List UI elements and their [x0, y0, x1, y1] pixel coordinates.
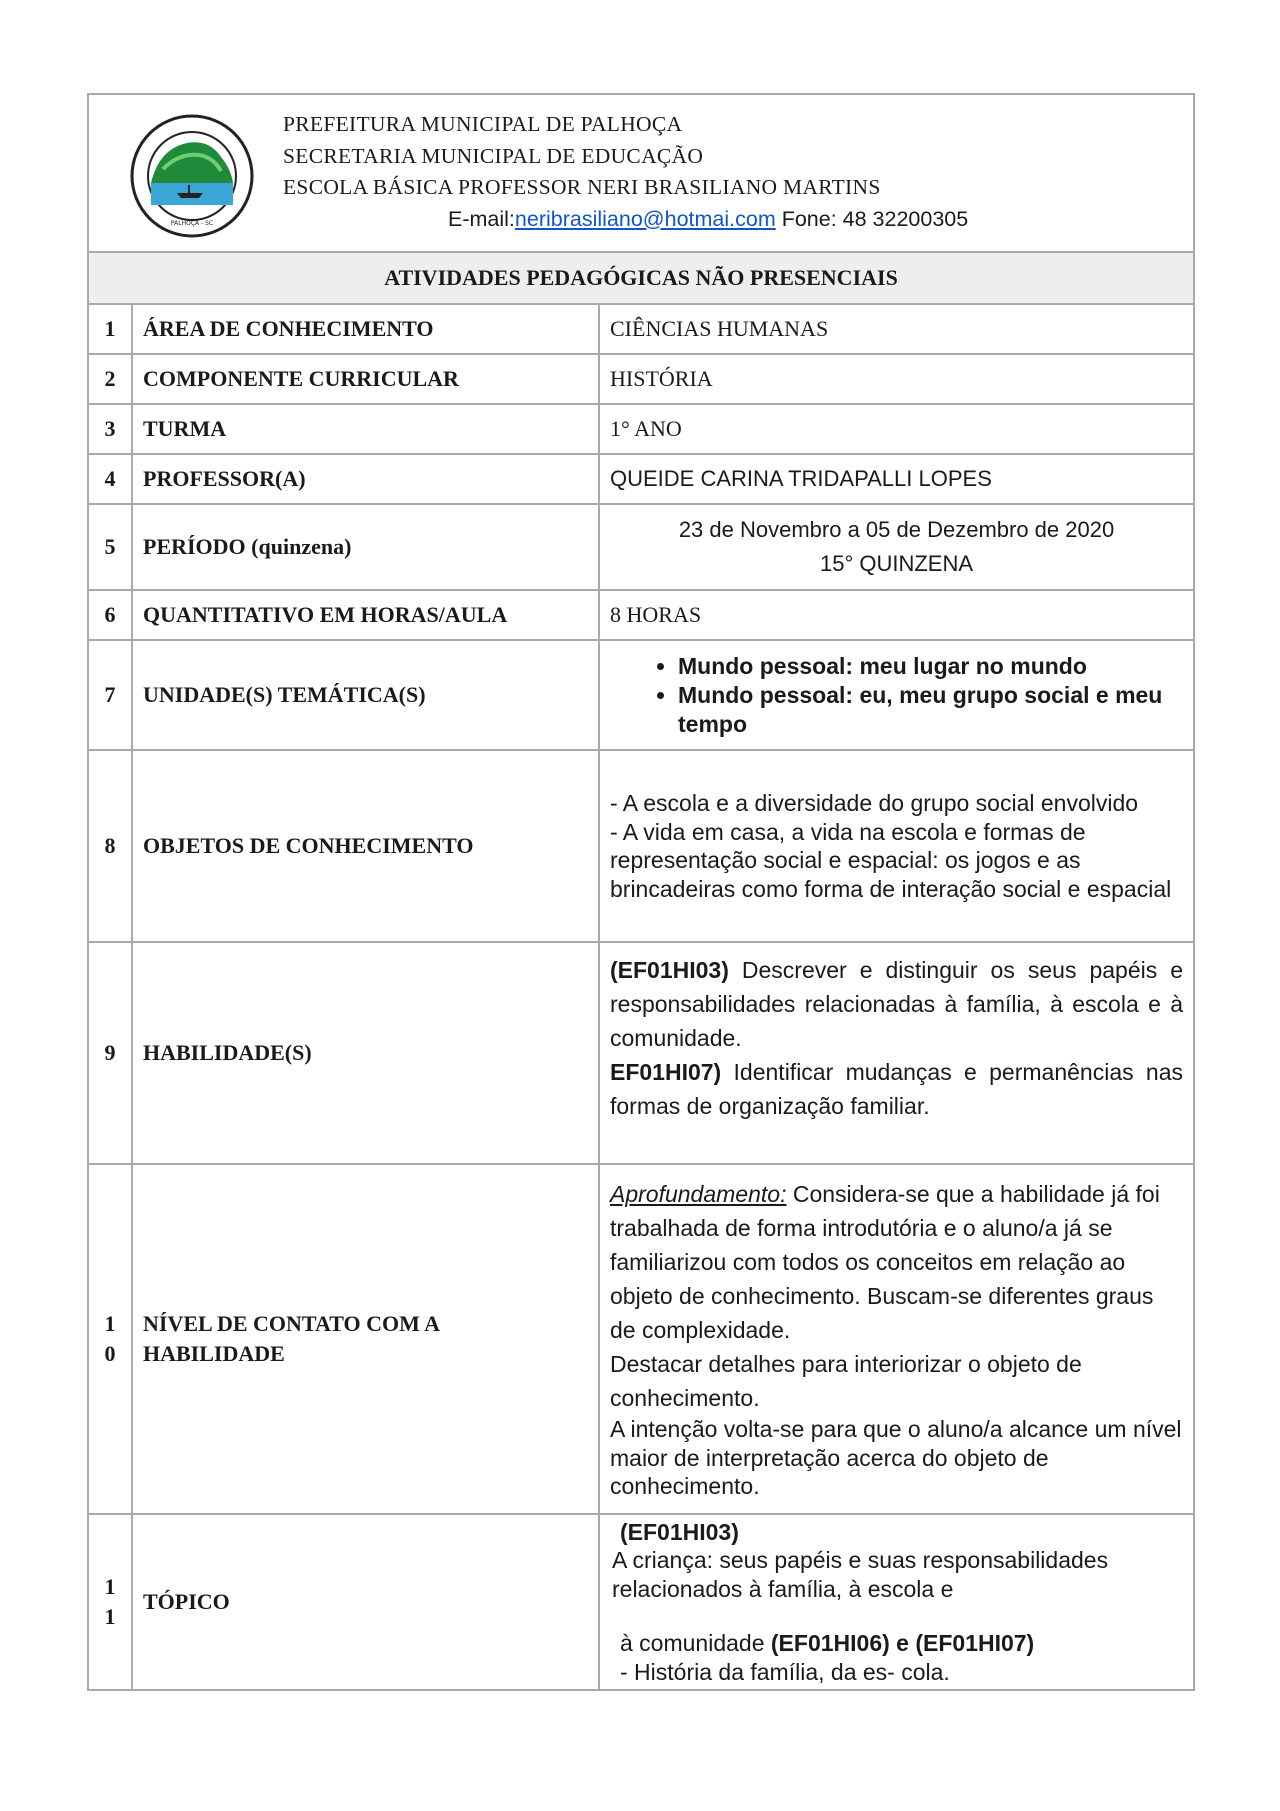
secretariat-line: SECRETARIA MUNICIPAL DE EDUCAÇÃO — [283, 143, 704, 168]
row-label: HABILIDADE(S) — [132, 942, 599, 1164]
table-row: 1 ÁREA DE CONHECIMENTO CIÊNCIAS HUMANAS — [88, 304, 1194, 354]
table-row: 4 PROFESSOR(A) QUEIDE CARINA TRIDAPALLI LOPES — [88, 454, 1194, 504]
table-row: 2 COMPONENTE CURRICULAR HISTÓRIA — [88, 354, 1194, 404]
row-value: HISTÓRIA — [599, 354, 1194, 404]
row-value: (EF01HI03) Descrever e distinguir os seus papéis e responsabilidades relacionadas à família, à escola e à comunidade. EF01HI07) Identificar mudanças e permanências nas formas de organização familiar. — [599, 942, 1194, 1164]
table-row: 7 UNIDADE(S) TEMÁTICA(S) • Mundo pessoal: meu lugar no mundo • Mundo pessoal: eu, meu grupo social e meu tempo — [88, 640, 1194, 750]
school-name-line: ESCOLA BÁSICA PROFESSOR NERI BRASILIANO MARTINS — [283, 175, 881, 199]
row-value: 1° ANO — [599, 404, 1194, 454]
row-value: 8 HORAS — [599, 590, 1194, 640]
row-label: OBJETOS DE CONHECIMENTO — [132, 750, 599, 942]
row-label: NÍVEL DE CONTATO COM A HABILIDADE — [132, 1164, 599, 1514]
table-row: 6 QUANTITATIVO EM HORAS/AULA 8 HORAS — [88, 590, 1194, 640]
row-label: PERÍODO (quinzena) — [132, 504, 599, 590]
list-item: • Mundo pessoal: eu, meu grupo social e meu tempo — [678, 681, 1183, 739]
row-label: TÓPICO — [132, 1514, 599, 1690]
table-row: 3 TURMA 1° ANO — [88, 404, 1194, 454]
row-value: QUEIDE CARINA TRIDAPALLI LOPES — [599, 454, 1194, 504]
activity-table — [87, 93, 1195, 1691]
row-label: QUANTITATIVO EM HORAS/AULA — [132, 590, 599, 640]
email-link[interactable]: neribrasiliano@hotmai.com — [514, 206, 776, 231]
school-logo — [129, 113, 255, 239]
letterhead — [88, 94, 1194, 252]
row-value: CIÊNCIAS HUMANAS — [599, 304, 1194, 354]
row-value: (EF01HI03) A criança: seus papéis e suas responsabilidades relacionados à família, à escola e à comunidade (EF01HI06) e (EF01HI07) - História da família, da es- cola. — [599, 1514, 1194, 1690]
row-value: 23 de Novembro a 05 de Dezembro de 2020 15° QUINZENA — [599, 504, 1194, 590]
row-label: UNIDADE(S) TEMÁTICA(S) — [132, 640, 599, 750]
table-row: 5 PERÍODO (quinzena) 23 de Novembro a 05 de Dezembro de 2020 15° QUINZENA — [88, 504, 1194, 590]
svg-text:PALHOÇA - SC: PALHOÇA - SC — [170, 220, 214, 227]
page-title: ATIVIDADES PEDAGÓGICAS NÃO PRESENCIAIS — [88, 252, 1194, 304]
municipality-line: PREFEITURA MUNICIPAL DE PALHOÇA — [283, 112, 683, 136]
document — [87, 93, 1193, 1691]
row-label: ÁREA DE CONHECIMENTO — [132, 304, 599, 354]
table-row: 8 OBJETOS DE CONHECIMENTO - A escola e a diversidade do grupo social envolvido - A vida em casa, a vida na escola e formas de representação social e espacial: os jogos e as brincadeiras como forma de interação social e espacial — [88, 750, 1194, 942]
table-row: 1 0 NÍVEL DE CONTATO COM A HABILIDADE Aprofundamento: Considera-se que a habilidade já foi trabalhada de forma introdutória e o aluno/a já se familiarizou com todos os conceitos em relação ao objeto de conhecimento. Buscam-se diferentes graus de complexidade. Destacar detalhes para interiorizar o objeto de conhecimento. A intenção volta-se para que o aluno/a alcance um nível maior de interpretação acerca do objeto de conhecimento. — [88, 1164, 1194, 1514]
list-item: • Mundo pessoal: meu lugar no mundo — [678, 652, 1183, 681]
thematic-units-list — [600, 652, 1183, 739]
row-label: COMPONENTE CURRICULAR — [132, 354, 599, 404]
row-label: TURMA — [132, 404, 599, 454]
row-value: Aprofundamento: Considera-se que a habilidade já foi trabalhada de forma introdutória e o aluno/a já se familiarizou com todos os conceitos em relação ao objeto de conhecimento. Buscam-se diferentes graus de complexidade. Destacar detalhes para interiorizar o objeto de conhecimento. A intenção volta-se para que o aluno/a alcance um nível maior de interpretação acerca do objeto de conhecimento. — [599, 1164, 1194, 1514]
table-row: 1 1 TÓPICO (EF01HI03) A criança: seus papéis e suas responsabilidades relacionados à família, à escola e à comunidade (EF01HI06) e (EF01HI07) - História da família, da es- cola. — [88, 1514, 1194, 1690]
row-value — [599, 640, 1194, 750]
contact-line: E-mail:neribrasiliano@hotmai.com Fone: 48 32200305 — [448, 206, 969, 231]
row-label: PROFESSOR(A) — [132, 454, 599, 504]
row-value: - A escola e a diversidade do grupo social envolvido - A vida em casa, a vida na escola e formas de representação social e espacial: os jogos e as brincadeiras como forma de interação social e espacial — [599, 750, 1194, 942]
table-row: 9 HABILIDADE(S) (EF01HI03) Descrever e distinguir os seus papéis e responsabilidades relacionadas à família, à escola e à comunidade. EF01HI07) Identificar mudanças e permanências nas formas de organização familiar. — [88, 942, 1194, 1164]
